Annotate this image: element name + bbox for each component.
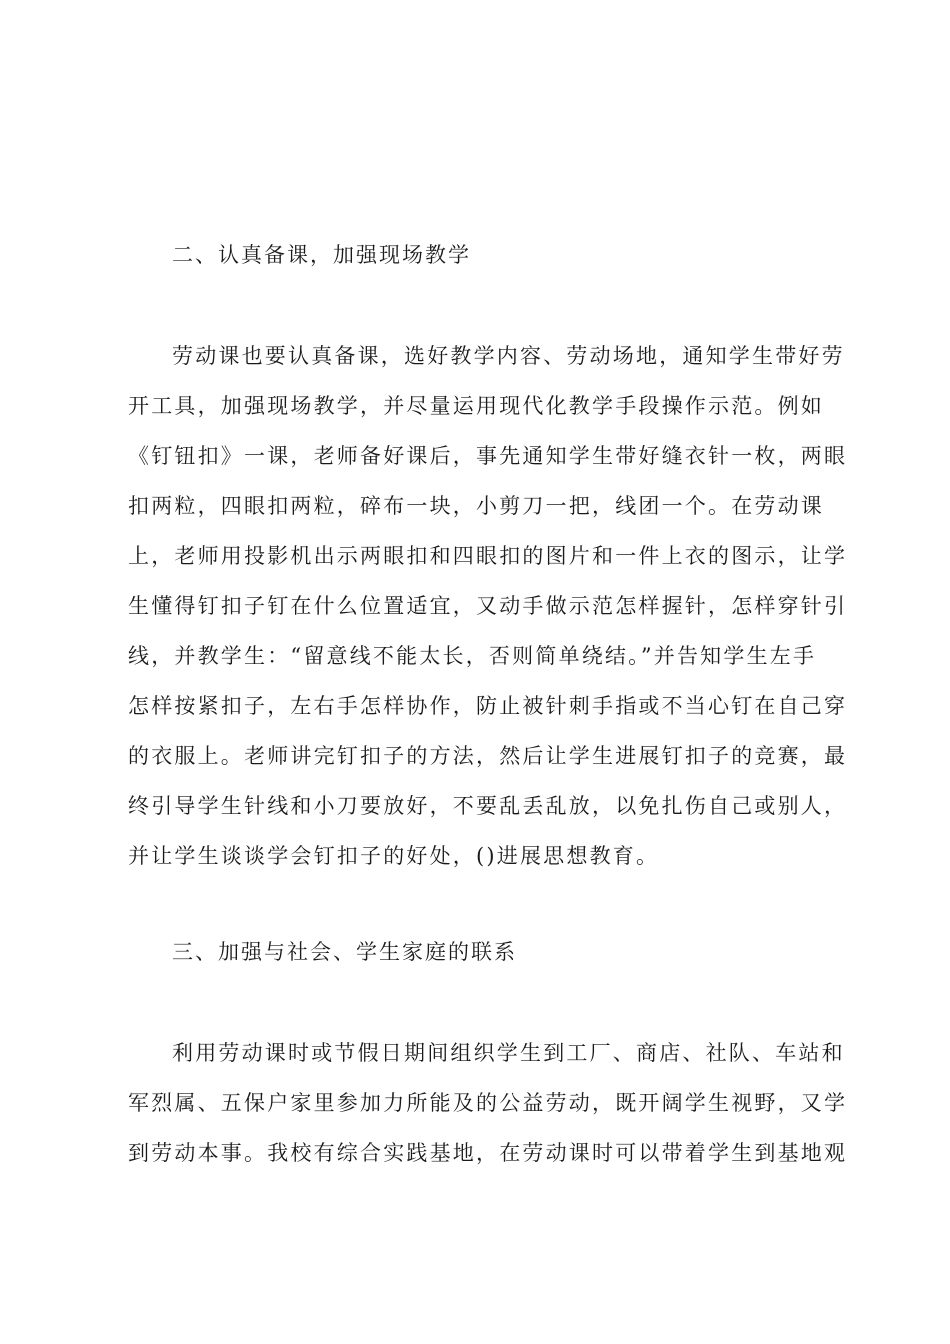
paragraph-line: 的衣服上。老师讲完钉扣子的方法，然后让学生进展钉扣子的竞赛，最 <box>128 744 848 768</box>
paragraph-line: 扣两粒，四眼扣两粒，碎布一块，小剪刀一把，线团一个。在劳动课 <box>128 494 824 518</box>
paragraph-line: 线，并教学生：“留意线不能太长，否则简单绕结。”并告知学生左手 <box>128 644 817 668</box>
section-2-paragraph <box>128 331 848 881</box>
section-3-paragraph <box>128 1028 848 1178</box>
paragraph-line: 怎样按紧扣子，左右手怎样协作，防止被针刺手指或不当心钉在自己穿 <box>128 694 848 718</box>
paragraph-line: 开工具，加强现场教学，并尽量运用现代化教学手段操作示范。例如 <box>128 394 824 418</box>
paragraph-line: 上，老师用投影机出示两眼扣和四眼扣的图片和一件上衣的图示，让学 <box>128 544 848 568</box>
paragraph-line: 到劳动本事。我校有综合实践基地，在劳动课时可以带着学生到基地观 <box>128 1141 848 1165</box>
paragraph-line: 劳动课也要认真备课，选好教学内容、劳动场地，通知学生带好劳 <box>172 344 845 368</box>
paragraph-line: 生懂得钉扣子钉在什么位置适宜，又动手做示范怎样握针，怎样穿针引 <box>128 594 848 618</box>
section-heading-3: 三、加强与社会、学生家庭的联系 <box>172 940 517 964</box>
paragraph-line: 并让学生谈谈学会钉扣子的好处，()进展思想教育。 <box>128 844 660 868</box>
paragraph-line: 利用劳动课时或节假日期间组织学生到工厂、商店、社队、车站和 <box>172 1041 845 1065</box>
paragraph-line: 《钉钮扣》一课，老师备好课后，事先通知学生带好缝衣针一枚，两眼 <box>128 444 848 468</box>
paragraph-line: 终引导学生针线和小刀要放好，不要乱丢乱放，以免扎伤自己或别人， <box>128 794 848 818</box>
section-heading-2: 二、认真备课，加强现场教学 <box>172 243 471 267</box>
paragraph-line: 军烈属、五保户家里参加力所能及的公益劳动，既开阔学生视野，又学 <box>128 1091 848 1115</box>
